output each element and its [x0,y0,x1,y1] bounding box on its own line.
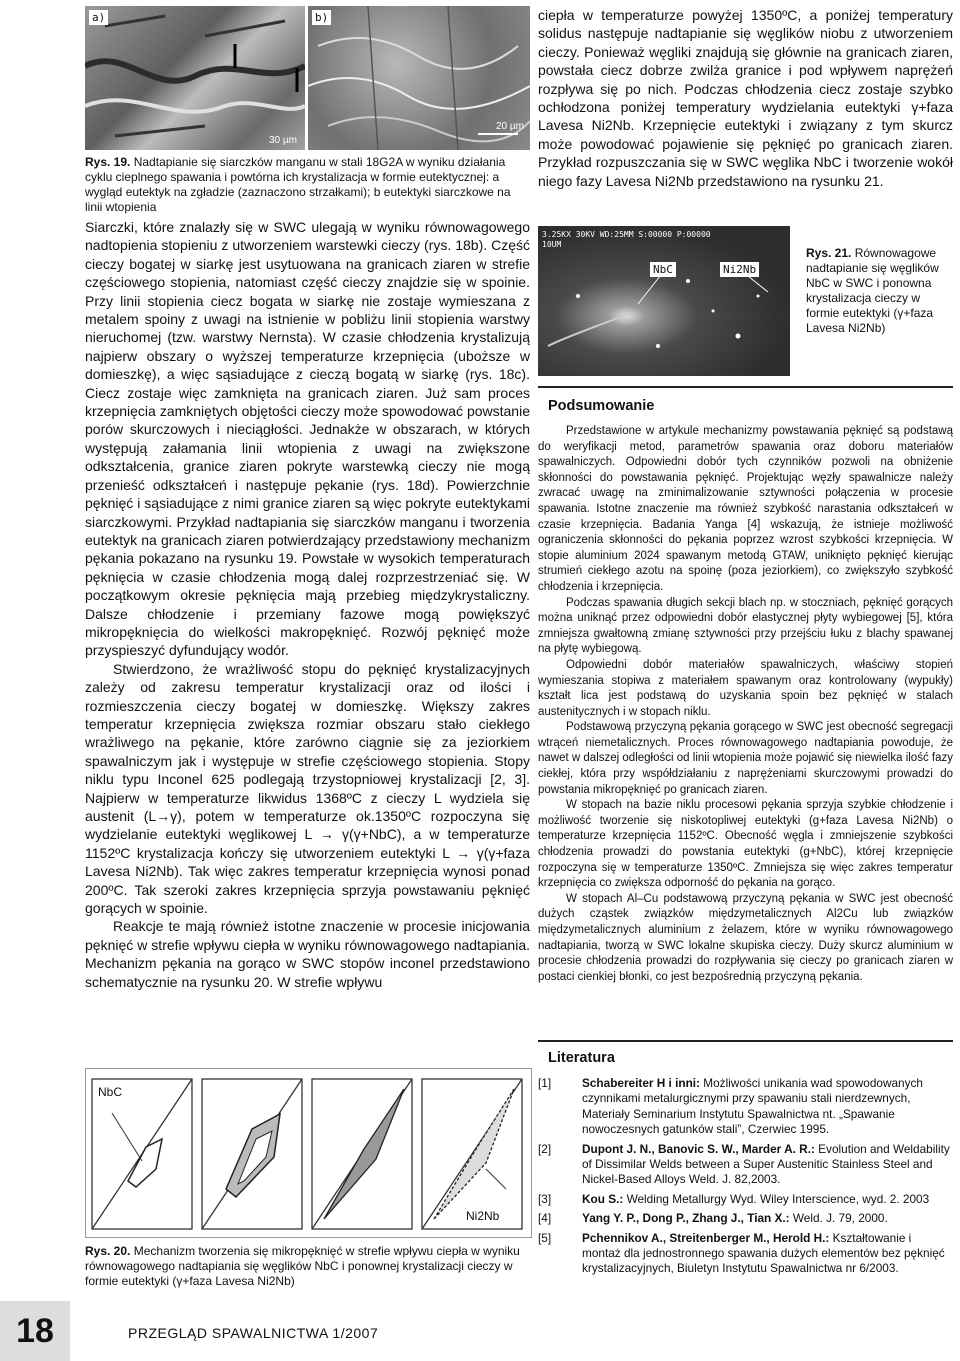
reference-authors: Kou S.: [582,1191,624,1206]
summary-paragraph: Odpowiedni dobór materiałów spawalniczych, właściwy stopień wymieszania stopiwa z materiałem spawanym oraz kontrolowany (wypukły) kształt lica jest podstawą do uzyskania spoin bez pęknięć w stalach austenitycznych i w stopach niklu. [538,658,953,718]
fig20-label-ni2nb: Ni2Nb [466,1209,500,1223]
caption-number: Rys. 20. [85,1244,131,1258]
reference-authors: Schabereiter H i inni: [582,1076,700,1090]
reference-number: [5] [538,1230,552,1245]
reference-item [538,1142,953,1188]
reference-details: Weld. J. 79, 2000. [789,1211,888,1226]
reference-item [538,1076,953,1138]
reference-authors: Pchennikov A., Streitenberger M., Herold H.: [582,1230,830,1245]
reference-text [582,1076,953,1138]
fig21-header-line: 10UM [542,240,562,249]
fig19a-scale: 30 µm [269,135,297,146]
page-number: 18 [0,1301,70,1361]
body-paragraph: Siarczki, które znalazły się w SWC ulegają w wyniku równowagowego nadtopienia stopieniu z utworzeniem warstewki cieczy (rys. 18b). Część cieczy bogatej w siarkę jest usytuowana na granicach ziaren w strefie częściowego stopienia, natomiast część cieczy znajdzie się w spoinie. Przy linii stopienia ciecz bogata w siarkę nie zostaje wymieszana z metalem spoiny z uwagi na istnienie w pobliżu linii stopienia warstwy nieruchomej (tzw. warstwy Nernsta). W czasie chłodzenia krystalizują najpierw obszary o wyższej temperaturze krzepnięcia (uboższe w domieszkę), a więc sąsiadujące z cieczą bogatą w siarkę (rys. 18c). Ciecz zostaje więc zamknięta na granicach ziaren. Już sam proces krzepnięcia zamkniętych objętości cieczy może spowodować powstanie porów skurczowych i nieciągłości. Jednakże w obszarach, w których występują załamania linii wtopienia z uwagi na zwiększone odkształcenia, granice ziaren pokryte warstewką cieczy nie mogą przenieść odkształceń i następuje pękanie (rys. 18d). Powierzchnie pęknięć i sąsiadujące z nimi granice ziaren są więc pokryte eutektykami siarczkowymi. Przykład nadtapiania się siarczków manganu i tworzenia eutektyk na granicach ziaren potwierdzający przedstawiony mechanizm pękania pokazano na rysunku 19. Powstałe w wysokich temperaturach pęknięcia w czasie chłodzenia mogą dalej rozprzestrzeniać się. W początkowym okresie pęknięcia mają przebieg międzykrystaliczny. Dalsze chłodzenie i przemiany fazowe mogą powiększyć mikropęknięcia do wielkości makropęknięć. Rozwój pęknięć może przyspieszyć dyfundujący wodór. [85,219,530,659]
reference-details: Kształtowanie i montaż dla jednostronnego spawania dużych elementów bez pęknięć krystalizacyjnych, Biuletyn Instytutu Spawalnictwa nr 6/2003. [582,1230,945,1276]
reference-authors: Dupont J. N., Banovic S. W., Marder A. R.: [582,1141,815,1156]
fig19b-scale: 20 µm [496,121,524,132]
summary-paragraph: Podstawową przyczyną pękania gorącego w SWC jest obecność segregacji wtrąceń niemetalicznych. Proces równowagowego nadtapiania powoduje, że nawet w dalszej odległości od linii wtopienia może pojawić się niewielka ilość fazy ciekłej, która przy współdziałaniu z naprężeniami skurczowymi prowadzi do powstania mikropęknięć po granicach ziaren. [538,721,953,796]
left-column [85,218,530,991]
reference-item [538,1192,953,1207]
figure-19b-image [308,6,530,150]
reference-item [538,1211,953,1226]
reference-text [582,1231,953,1277]
reference-authors: Yang Y. P., Dong P., Zhang J., Tian X.: [582,1211,790,1226]
figure-20-diagram [85,1068,532,1238]
caption-number: Rys. 21. [806,246,852,260]
summary-paragraph: Podczas spawania długich sekcji blach np. w stoczniach, pęknięć gorących można uniknąć przez odpowiedni dobór elastycznej płyty wybiegowej [5], która zmniejsza gwałtowną zmianę sztywności przy przejściu łuku z blachy spawanej na płytę wybiegową. [538,596,953,656]
figure-20-caption [85,1244,530,1289]
fig21-label-nbc: NbC [650,262,676,277]
reference-details: Welding Metallurgy Wyd. Wiley Interscience, wyd. 2. 2003 [623,1191,930,1206]
caption-number: Rys. 19. [85,155,131,169]
figure-21-micrograph [538,226,790,376]
fig21-header-line: 3.25KX 30KV WD:25MM S:00000 P:00000 [542,230,711,239]
summary-paragraph: W stopach na bazie niklu procesowi pękania sprzyja szybkie chłodzenie i możliwość tworzenie się niskotopliwej eutektyki (g+faza Lavesa Ni2Nb) o temperaturze krzepnięcia 1152ºC. Obecność węgla i zmniejszenie szybkości chłodzenia prowadzi do powstania eutektyki (g+NbC), której krzepnięcie rozpoczyna się w temperaturze 1350ºC. Zmniejsza się więc zakres temperatur krzepnięcia co zwiększa odporność do pękania na gorąco. [538,799,953,890]
figure-19a-image [85,6,305,150]
figure-21-caption [806,246,954,336]
right-column-top [538,6,953,190]
fig21-label-ni2nb: Ni2Nb [720,262,759,277]
reference-item [538,1231,953,1277]
fig19a-label: a) [89,10,108,25]
summary-section [538,398,953,985]
reference-text [582,1192,953,1207]
summary-heading: Podsumowanie [548,398,655,414]
reference-number: [2] [538,1141,552,1156]
fig21-header [542,230,711,250]
summary-paragraph: Przedstawione w artykule mechanizmy powstawania pęknięć są podstawą do weryfikacji metod, parametrów spawania oraz doboru materiałów spawalniczych. Odpowiedni dobór tych czynników pozwoli na obniżenie skłonności do powstawania pęknięć. Projektując węzły spawalnicze należy zwracać uwagę na zminimalizowanie sztywności połączenia w procesie spawania. Istotne znaczenie ma również szybkość narastania odkształceń w czasie krzepnięcia. Badania Yanga [4] wskazują, że istnieje możliwość ograniczenia skłonności do pękania poprzez wzrost szybkości krzepnięcia. W stopie aluminium 2024 spawanym metodą GTAW, uniknięto pęknięć kierując strumień ciekłego azotu na spoinę (poza jeziorkiem), co zwiększyło szybkość chłodzenia i krzepnięcia. [538,425,953,593]
summary-paragraph: W stopach Al–Cu podstawową przyczyną pękania w SWC jest obecność dużych cząstek związków międzymetalicznych Al2Cu lub związków międzymetalicznych aluminium z żelazem, które w wyniku równowagowego nadtapiania, tworzą w SWC lokalne skupiska cieczy. Duży skurcz aluminium w procesie chłodzenia prowadzi do rozpływania się cieczy po granicach ziaren w postaci cienkiej błonki, co jest bezpośrednią przyczyną pękania. [538,892,953,983]
reference-details: Możliwości unikania wad spowodowanych czynnikami metalurgicznymi przy spawaniu stali nierdzewnych, Materiały Seminarium Instytutu Spawalnictwa nt. „Spawanie nowoczesnych gatunków stali”, Czerwiec 1995. [582,1076,923,1137]
caption-text: Nadtapianie się siarczków manganu w stali 18G2A w wyniku działania cyklu cieplnego spawania i powtórna ich krystalizacja w formie eutektycznej: a wygląd eutektyk na zgładzie (zaznaczono strzałkami); b eutektyki siarczkowe na linii wtopienia [85,155,511,214]
section-rule [538,1040,953,1042]
body-paragraph: ciepła w temperaturze powyżej 1350ºC, a poniżej temperatury solidus następuje nadtapianie się węglików niobu z utworzeniem cieczy. Ponieważ węgliki znajdują się głównie na granicach ziaren, powstała ciecz dobrze zwilża granice i pod wpływem naprężeń rozpływa się po nich. Podczas chłodzenia ciecz zostaje szybko ochłodzona poniżej temperatury wydzielania eutektyki γ+faza Lavesa Ni2Nb. Krzepnięcie eutektyki i związany z tym skurcz może powodować pojawienie się pęknięć po granicach ziaren. Przykład rozpuszczania się w SWC węglika NbC i tworzenie wokół niego fazy Lavesa Ni2Nb przedstawiono na rysunku 21. [538,7,953,189]
caption-text: Równowagowe nadtapianie się węglików NbC w SWC i ponowna krystalizacja cieczy w formie eutektyki (γ+faza Lavesa Ni2Nb) [806,246,939,335]
reference-text [582,1211,953,1226]
reference-number: [1] [538,1076,552,1090]
body-paragraph: Reakcje te mają również istotne znaczenie w procesie inicjowania pęknięć w strefie wpływu ciepła w wyniku równowagowego nadtapiania. Mechanizm pękania na gorąco w SWC stopów inconel przedstawiono schematycznie na rysunku 20. W strefie wpływu [85,918,530,990]
journal-name: PRZEGLĄD SPAWALNICTWA 1/2007 [128,1325,379,1341]
literature-section [538,1050,953,1281]
section-rule [538,386,953,388]
fig20-label-nbc: NbC [98,1085,123,1099]
caption-text: Mechanizm tworzenia się mikropęknięć w strefie wpływu ciepła w wyniku równowagowego nadtapiania się węglików NbC i ponownej krystalizacji cieczy w formie eutektyki (γ+faza Lavesa Ni2Nb) [85,1244,520,1288]
figure-19-caption [85,155,530,215]
reference-details: Evolution and Weldability of Dissimilar Welds between a Super Austenitic Stainless Steel and Nickel-Based Alloys Weld. J. 82,2003. [582,1141,950,1187]
fig19b-label: b) [312,10,331,25]
reference-number: [4] [538,1211,552,1226]
reference-number: [3] [538,1191,552,1206]
literature-heading: Literatura [548,1050,615,1066]
body-paragraph: Stwierdzono, że wrażliwość stopu do pęknięć krystalizacyjnych zależy od zakresu temperatur krystalizacji oraz od ilości i rozmieszczenia cieczy bogatej w domieszkę. Większy zakres temperatur krzepnięcia zwiększa rozmiar obszaru stało ciekłego wrażliwego na pękanie, które zarówno ciągnie się za jeziorkiem spawalniczym jak i występuje w strefie częściowego stopienia. Stopy niklu typu Inconel 625 podlegają trzystopniowej krystalizacji [2, 3]. Najpierw w temperaturze likwidus 1368ºC z cieczy L wydziela się austenit (L→γ), potem w temperaturze ok.1350ºC rozpoczyna się wydzielanie eutektyki węglikowej L → γ(γ+NbC), a w temperaturze 1152ºC krystalizacja kończy się utworzeniem eutektyki L → γ(γ+faza Lavesa Ni2Nb). Tak więc zakres temperatur krzepnięcia wynosi ponad 200ºC. Tak szeroki zakres krzepnięcia sprzyja powstawaniu pęknięć gorących w spoinie. [85,660,530,917]
reference-text [582,1142,953,1188]
